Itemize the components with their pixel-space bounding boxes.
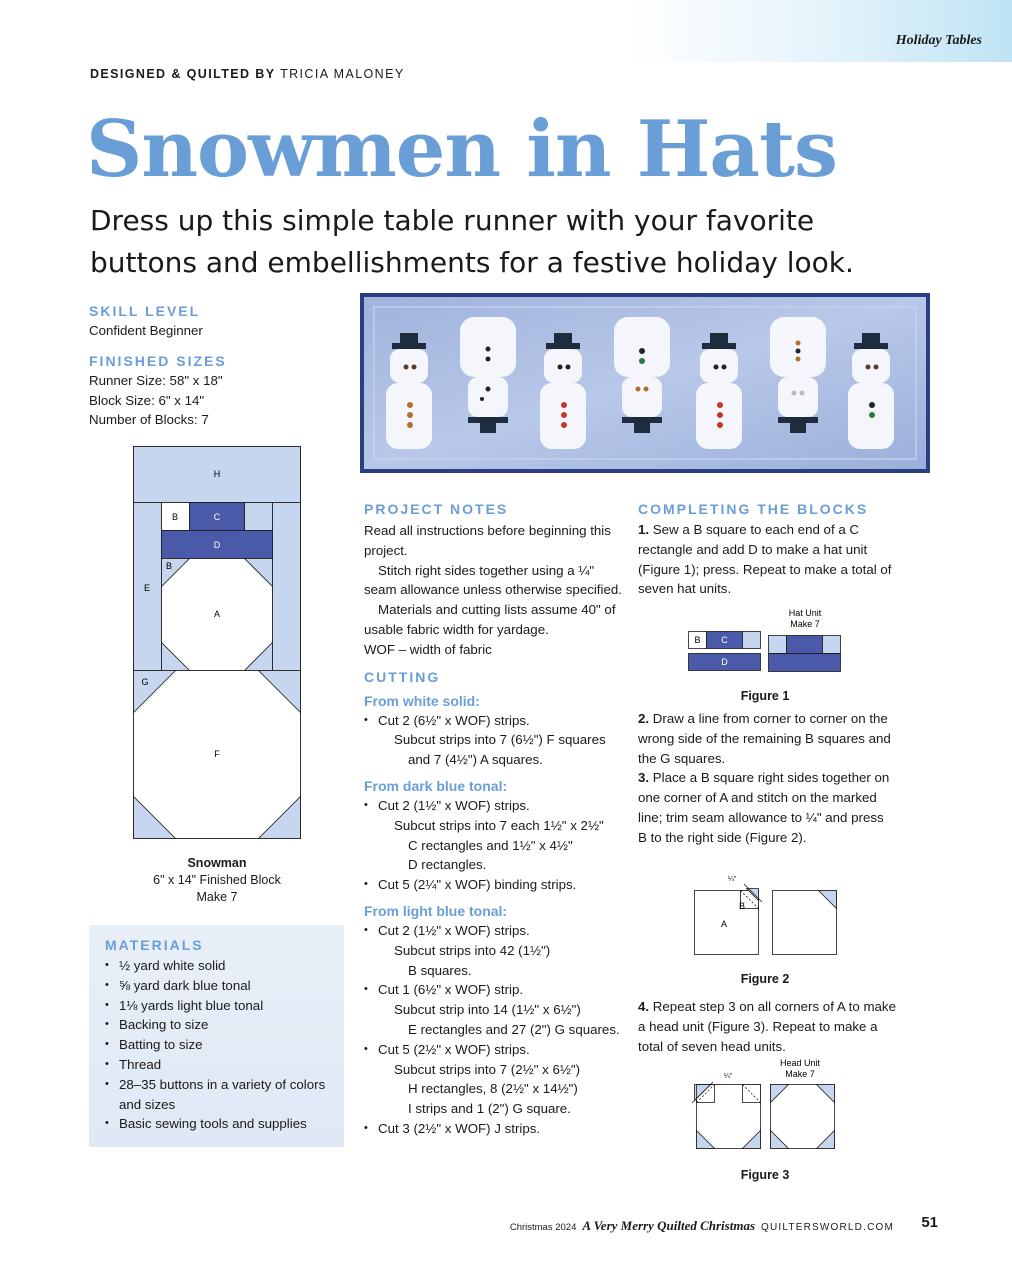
figure-1-caption: Figure 1 [740,689,790,703]
section-tag: Holiday Tables [895,33,982,48]
cutting-subline: B squares. [408,962,472,978]
list-item: • Backing to size [105,1015,344,1035]
label-g: G [141,677,149,687]
fig3-quarter: ¼" [723,1073,733,1080]
block-caption-size: 6" x 14" Finished Block [153,873,281,887]
cutting-subline: Subcut strip into 14 (1½" x 6½") [394,1002,581,1018]
project-notes-p3: Materials and cutting lists assume 40" of usable fabric width for yardage. [364,602,616,637]
left-column [89,303,339,430]
project-notes-p2: Stitch right sides together using a ¼" seam allowance unless otherwise specified. [364,562,622,598]
skill-level-heading: SKILL LEVEL [89,303,201,319]
cutting-light-list [364,921,626,941]
block-caption-title: Snowman [187,856,247,870]
cutting-subline: Subcut strips into 7 (6½") F squares [394,732,606,748]
right-column-steps-2-3 [638,709,896,848]
page-subtitle: Dress up this simple table runner with your favorite buttons and embellishments for a festive holiday look. [90,204,854,279]
finished-sizes-heading: FINISHED SIZES [89,352,227,369]
cutting-dark-list-2 [364,875,626,895]
list-item: • Cut 2 (1½" x WOF) strips. [364,796,626,816]
figure-3-caption: Figure 3 [740,1168,790,1182]
label-h: H [213,469,221,479]
block-caption-make: Make 7 [196,890,238,904]
snowman-block-diagram [133,446,301,839]
right-column [638,501,896,599]
list-item: • Cut 5 (2¼" x WOF) binding strips. [364,875,626,895]
step-2-number: 2. [638,711,650,726]
list-item: • Cut 3 (2½" x WOF) J strips. [364,1119,626,1139]
cutting-subline: Subcut strips into 7 (2½" x 6½") [394,1061,581,1077]
step-4 [638,997,896,1056]
right-column-step-4 [638,997,896,1056]
runner-size: Runner Size: 58" x 18" [89,372,223,388]
fig2-a: A [720,919,728,929]
list-item: • ½ yard white solid [105,956,344,976]
label-b: B [171,512,179,522]
footer-site: QUILTERSWORLD.COM [761,1222,894,1233]
step-3 [638,768,896,847]
figure-1 [688,605,844,675]
cutting-subline: I strips and 1 (2") G square. [408,1101,571,1117]
cutting-subline: C rectangles and 1½" x 4½" [408,837,573,853]
cutting-light-heading: From light blue tonal: [364,902,508,919]
fig3-label-2: Make 7 [785,1069,815,1079]
figure-2-caption: Figure 2 [740,972,790,986]
step-3-number: 3. [638,770,650,786]
cutting-subline: D rectangles. [408,857,487,873]
page-title: Snowmen in Hats [86,104,837,195]
list-item: • 1⅛ yards light blue tonal [105,996,344,1016]
list-item: • Basic sewing tools and supplies [105,1114,344,1134]
skill-level-value: Confident Beginner [89,323,203,338]
label-f: F [214,749,220,759]
fig3-label-1: Head Unit [779,1058,821,1068]
footer-issue: Christmas 2024 [509,1222,577,1233]
list-item: • Batting to size [105,1035,344,1055]
list-item: • Cut 5 (2½" x WOF) strips. [364,1040,626,1060]
cutting-subline: Subcut strips into 42 (1½") [394,942,551,958]
number-of-blocks: Number of Blocks: 7 [89,412,209,428]
fig1-c: C [721,635,728,645]
cutting-white-heading: From white solid: [364,692,480,709]
cutting-white-list [364,711,626,731]
block-size: Block Size: 6" x 14" [89,392,205,408]
page-number: 51 [921,1214,938,1231]
project-notes-heading: PROJECT NOTES [364,501,509,517]
footer [510,1218,894,1234]
cutting-light-list-3 [364,1040,626,1060]
piece-e-right [273,503,301,671]
label-d: D [213,540,221,550]
materials-box [89,925,344,1147]
byline-label: DESIGNED & QUILTED BY [90,67,276,81]
step-1 [638,520,896,599]
list-item: • ⅝ yard dark blue tonal [105,976,344,996]
fig1-b: B [694,635,701,645]
list-item: • 28–35 buttons in a variety of colors and sizes [105,1075,344,1115]
fig1-label-1: Hat Unit [788,608,822,618]
list-item: • Cut 2 (6½" x WOF) strips. [364,711,626,731]
cutting-light-list-2 [364,980,626,1000]
step-3-text: Place a B square right sides together on one corner of A and stitch on the marked line; trim seam allowance to ¼" and press B to the right side (Figure 2). [638,770,890,845]
cutting-heading: CUTTING [364,668,441,685]
piece-b-hat-right [245,503,273,531]
byline-name: TRICIA MALONEY [280,67,405,81]
footer-magazine: A Very Merry Quilted Christmas [582,1218,755,1233]
step-1-number: 1. [638,522,650,537]
fig2-quarter: ¼" [727,876,737,883]
cutting-light-list-4 [364,1119,626,1139]
list-item: • Thread [105,1055,344,1075]
fig1-d: D [721,657,728,667]
project-notes-p4: WOF – width of fabric [364,641,492,657]
cutting-dark-list [364,796,626,816]
middle-column [364,501,626,1139]
cutting-subline: E rectangles and 27 (2") G squares. [408,1021,620,1037]
label-c: C [213,512,221,522]
figure-2 [692,872,840,958]
project-notes-p1: Read all instructions before beginning this project. [364,523,611,558]
block-diagram-caption [112,855,322,906]
fig1-label-2: Make 7 [790,619,820,629]
materials-list [105,956,344,1134]
cutting-subline: H rectangles, 8 (2½" x 14½") [408,1081,578,1097]
quilt-photo [360,293,930,473]
materials-heading: MATERIALS [105,937,204,953]
header-band [0,0,1012,62]
cutting-dark-heading: From dark blue tonal: [364,777,508,794]
cutting-subline: and 7 (4½") A squares. [408,752,543,768]
step-4-text: Repeat step 3 on all corners of A to make a head unit (Figure 3). Repeat to make a total of seven head units. [638,999,896,1054]
fig2-b: B [738,901,746,911]
figure-3 [690,1056,840,1152]
label-e: E [143,583,151,593]
label-b-2: B [165,561,173,571]
cutting-subline: Subcut strips into 7 each 1½" x 2½" [394,817,604,833]
byline [90,67,405,81]
completing-heading: COMPLETING THE BLOCKS [638,501,869,517]
list-item: • Cut 2 (1½" x WOF) strips. [364,921,626,941]
step-4-number: 4. [638,999,650,1014]
step-2-text: Draw a line from corner to corner on the wrong side of the remaining B squares and the G squares. [638,711,891,766]
list-item: • Cut 1 (6½" x WOF) strip. [364,980,626,1000]
label-a: A [213,609,221,619]
step-2 [638,709,896,768]
step-1-text: Sew a B square to each end of a C rectangle and add D to make a hat unit (Figure 1); press. Repeat to make a total of seven hat units. [638,522,892,597]
